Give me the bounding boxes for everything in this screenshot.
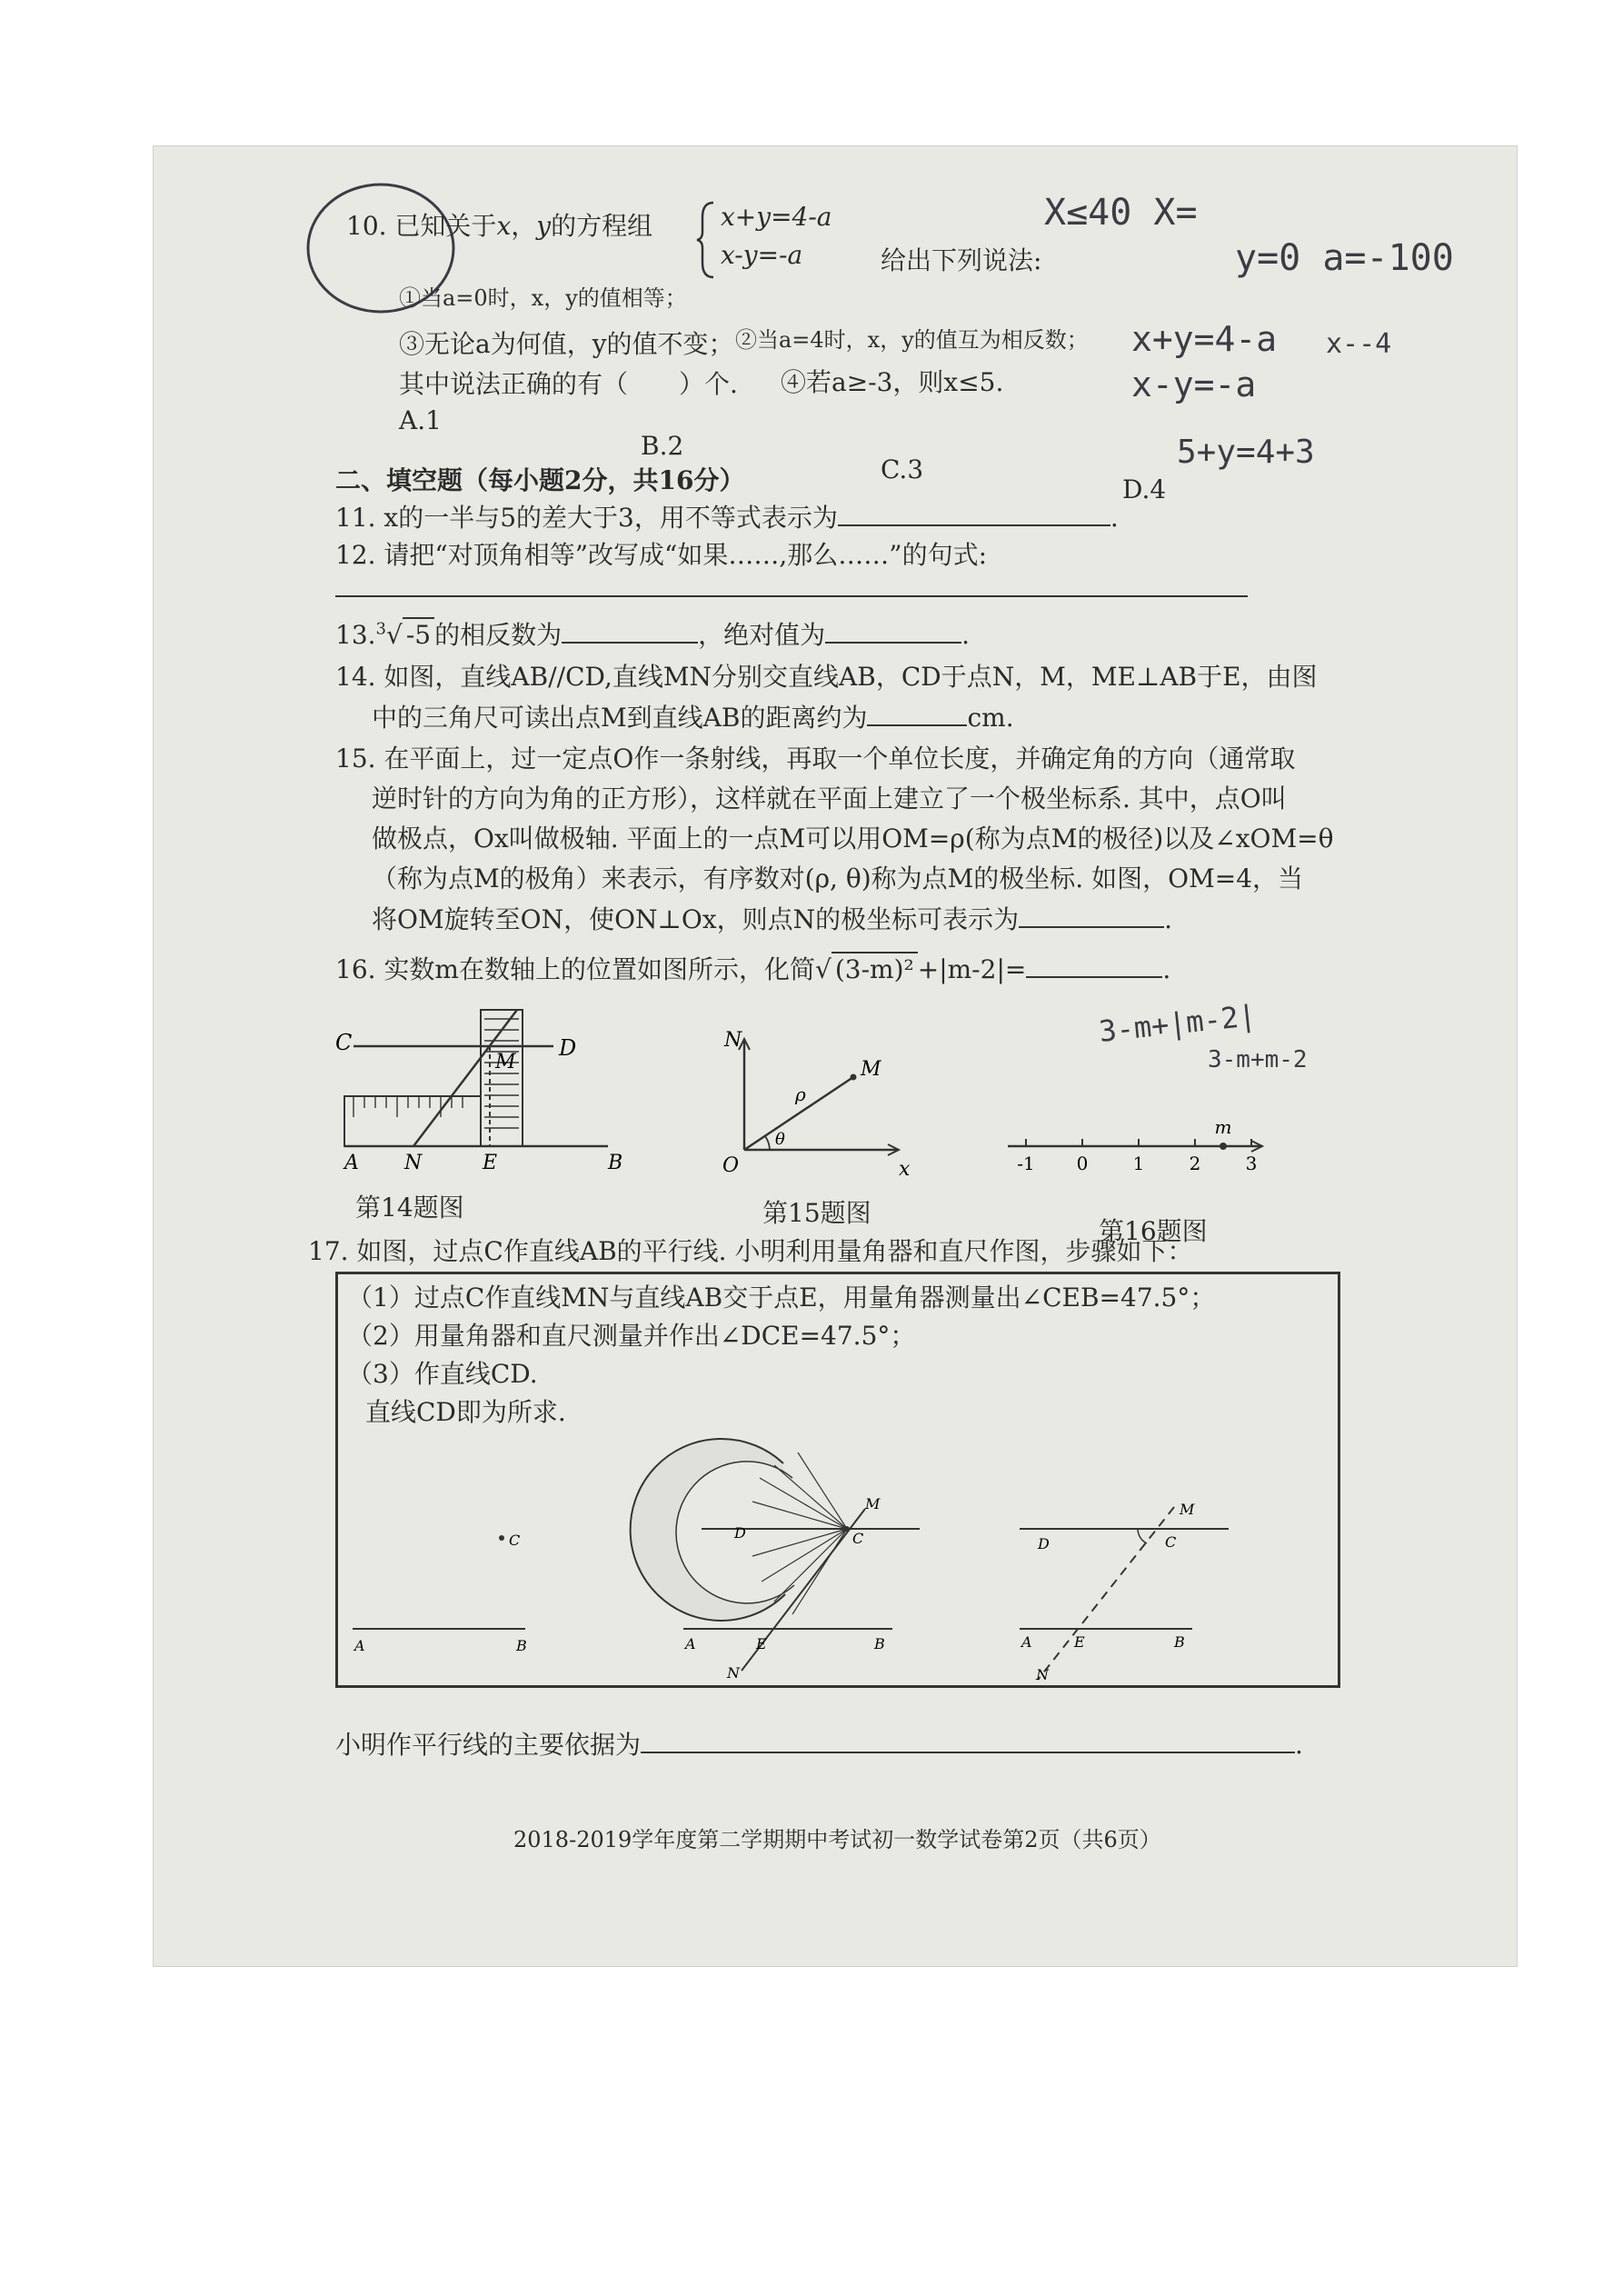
fig16-tick-label: 3 bbox=[1245, 1153, 1258, 1174]
fig14-label-b: B bbox=[608, 1152, 623, 1174]
q17-step-2: （2）用量角器和直尺测量并作出∠DCE=47.5°； bbox=[347, 1321, 916, 1351]
q17-p2-label-m: M bbox=[865, 1495, 881, 1512]
q10-ask: 其中说法正确的有（ ）个. bbox=[399, 369, 738, 399]
q10-option-d: D.4 bbox=[1122, 474, 1167, 504]
q12-answer-line bbox=[335, 595, 1248, 597]
fig15-label-m: M bbox=[861, 1058, 881, 1081]
q17-p3-label-e: E bbox=[1074, 1633, 1085, 1651]
q10-statement-3: ③无论a为何值，y的值不变； bbox=[399, 329, 734, 359]
q15-line-3: 做极点，Ox叫做极轴. 平面上的一点M可以用OM=ρ(称为点M的极径)以及∠xOM=θ bbox=[372, 824, 1334, 854]
q14-line-2: 中的三角尺可读出点M到直线AB的距离约为 cm. bbox=[372, 703, 1014, 733]
handwriting-4: x-y=-a bbox=[1131, 364, 1257, 404]
q10-option-a: A.1 bbox=[399, 405, 442, 435]
fig15-label-n: N bbox=[724, 1029, 742, 1052]
q10-statement-2: ②当a=4时，x，y的值互为相反数； bbox=[735, 327, 1089, 353]
q15-line-4: （称为点M的极角）来表示，有序数对(ρ, θ)称为点M的极坐标. 如图，OM=4，当 bbox=[372, 863, 1304, 893]
q17-conclusion: 直线CD即为所求. bbox=[365, 1397, 566, 1427]
fig16-tick-label: 1 bbox=[1132, 1153, 1145, 1174]
fig14-label-m: M bbox=[495, 1051, 516, 1073]
q15-line-1: 15. 在平面上，过一定点O作一条射线，再取一个单位长度，并确定角的方向（通常取 bbox=[335, 744, 1296, 774]
q13: 13.$^3$√ -5 的相反数为 ，绝对值为 . bbox=[335, 617, 970, 651]
fig16-tick-label: -1 bbox=[1017, 1153, 1035, 1174]
q10-statement-1: ①当a=0时，x，y的值相等； bbox=[399, 285, 687, 311]
q16: 16. 实数m在数轴上的位置如图所示，化简√ (3-m)² +|m-2|= . bbox=[335, 952, 1170, 985]
q17-p2-label-d: D bbox=[734, 1524, 746, 1542]
fig16-label-m: m bbox=[1214, 1116, 1232, 1138]
fig15-label-x: x bbox=[899, 1158, 911, 1181]
q17-p3-label-a: A bbox=[1021, 1633, 1032, 1651]
figure-14 bbox=[335, 1010, 644, 1174]
q17-step-3: （3）作直线CD. bbox=[347, 1359, 538, 1389]
handwriting-5: x--4 bbox=[1326, 328, 1392, 360]
q17-panel-2 bbox=[674, 1383, 929, 1683]
q10-option-b: B.2 bbox=[641, 431, 684, 461]
q17-p2-label-c: C bbox=[852, 1530, 864, 1547]
fig16-caption: 第16题图 bbox=[1099, 1216, 1208, 1246]
q10-stem-tail: 给出下列说法: bbox=[881, 245, 1042, 275]
exam-page bbox=[153, 145, 1518, 1967]
q10-brace bbox=[695, 199, 717, 281]
page-footer: 2018-2019学年度第二学期期中考试初一数学试卷第2页（共6页） bbox=[513, 1827, 1161, 1852]
fig14-label-e: E bbox=[483, 1152, 498, 1174]
handwriting-7: 3-m+|m-2| bbox=[1097, 998, 1258, 1049]
q12: 12. 请把“对顶角相等”改写成“如果……,那么……”的句式: bbox=[335, 540, 988, 570]
handwriting-6: 5+y=4+3 bbox=[1177, 434, 1315, 471]
q17-p2-label-e: E bbox=[756, 1635, 767, 1652]
q17-p2-label-n: N bbox=[727, 1664, 740, 1682]
handwriting-2: y=0 a=-100 bbox=[1235, 237, 1454, 279]
q17-p1-label-a: A bbox=[354, 1637, 365, 1654]
q17-steps-box bbox=[335, 1272, 1340, 1688]
q10-stem: 10. 已知关于x，y的方程组 bbox=[346, 211, 653, 241]
q15-line-5: 将OM旋转至ON，使ON⊥Ox，则点N的极坐标可表示为 . bbox=[372, 904, 1173, 934]
q17-p3-label-d: D bbox=[1038, 1535, 1050, 1552]
q17-p2-label-b: B bbox=[874, 1635, 885, 1652]
q17-basis: 小明作平行线的主要依据为 . bbox=[335, 1730, 1303, 1760]
q17-p1-label-c: C bbox=[509, 1532, 521, 1549]
q17-p3-label-c: C bbox=[1165, 1533, 1177, 1551]
fig16-tick-label: 2 bbox=[1189, 1153, 1201, 1174]
fig16-point-m bbox=[1220, 1143, 1227, 1150]
fig14-label-a: A bbox=[344, 1152, 359, 1174]
fig14-label-n: N bbox=[404, 1152, 423, 1174]
fig15-label-o: O bbox=[722, 1154, 740, 1177]
q10-eq1: x+y=4-a bbox=[721, 202, 832, 232]
handwriting-8: 3-m+m-2 bbox=[1208, 1046, 1308, 1073]
q17-panel-1 bbox=[347, 1456, 547, 1674]
fig14-label-d: D bbox=[559, 1035, 577, 1061]
q17-p3-label-n: N bbox=[1036, 1666, 1049, 1683]
q11: 11. x的一半与5的差大于3，用不等式表示为 . bbox=[335, 503, 1119, 533]
fig16-tick-label: 0 bbox=[1076, 1153, 1089, 1174]
fig14-caption: 第14题图 bbox=[355, 1193, 464, 1223]
q10-option-c: C.3 bbox=[881, 454, 924, 484]
figure-16 bbox=[1008, 1110, 1280, 1192]
q10-eq2: x-y=-a bbox=[721, 240, 803, 270]
fig15-label-rho: ρ bbox=[795, 1083, 806, 1105]
fig15-label-theta: θ bbox=[775, 1130, 785, 1149]
handwriting-3: x+y=4-a bbox=[1131, 319, 1278, 359]
q17-step-1: （1）过点C作直线MN与直线AB交于点E，用量角器测量出∠CEB=47.5°； bbox=[347, 1283, 1216, 1313]
q17-intro: 17. 如图，过点C作直线AB的平行线. 小明利用量角器和直尺作图，步骤如下： bbox=[308, 1236, 1193, 1266]
figure-15 bbox=[717, 1023, 917, 1186]
q17-panel-3 bbox=[1011, 1502, 1247, 1683]
handwriting-1: X≤40 X= bbox=[1044, 192, 1198, 234]
section-2-title: 二、填空题（每小题2分，共16分） bbox=[335, 465, 745, 495]
q17-p3-label-m: M bbox=[1180, 1501, 1195, 1518]
fig15-caption: 第15题图 bbox=[762, 1198, 871, 1228]
fig14-label-c: C bbox=[335, 1030, 353, 1055]
q14-line-1: 14. 如图，直线AB//CD,直线MN分别交直线AB，CD于点N，M，ME⊥AB于E，由图 bbox=[335, 662, 1318, 692]
q17-p2-label-a: A bbox=[685, 1635, 696, 1652]
q17-p1-label-b: B bbox=[516, 1637, 527, 1654]
q15-line-2: 逆时针的方向为角的正方形），这样就在平面上建立了一个极坐标系. 其中，点O叫 bbox=[372, 784, 1287, 814]
q10-statement-4: ④若a≥-3，则x≤5. bbox=[781, 367, 1004, 397]
q17-p3-label-b: B bbox=[1174, 1633, 1185, 1651]
